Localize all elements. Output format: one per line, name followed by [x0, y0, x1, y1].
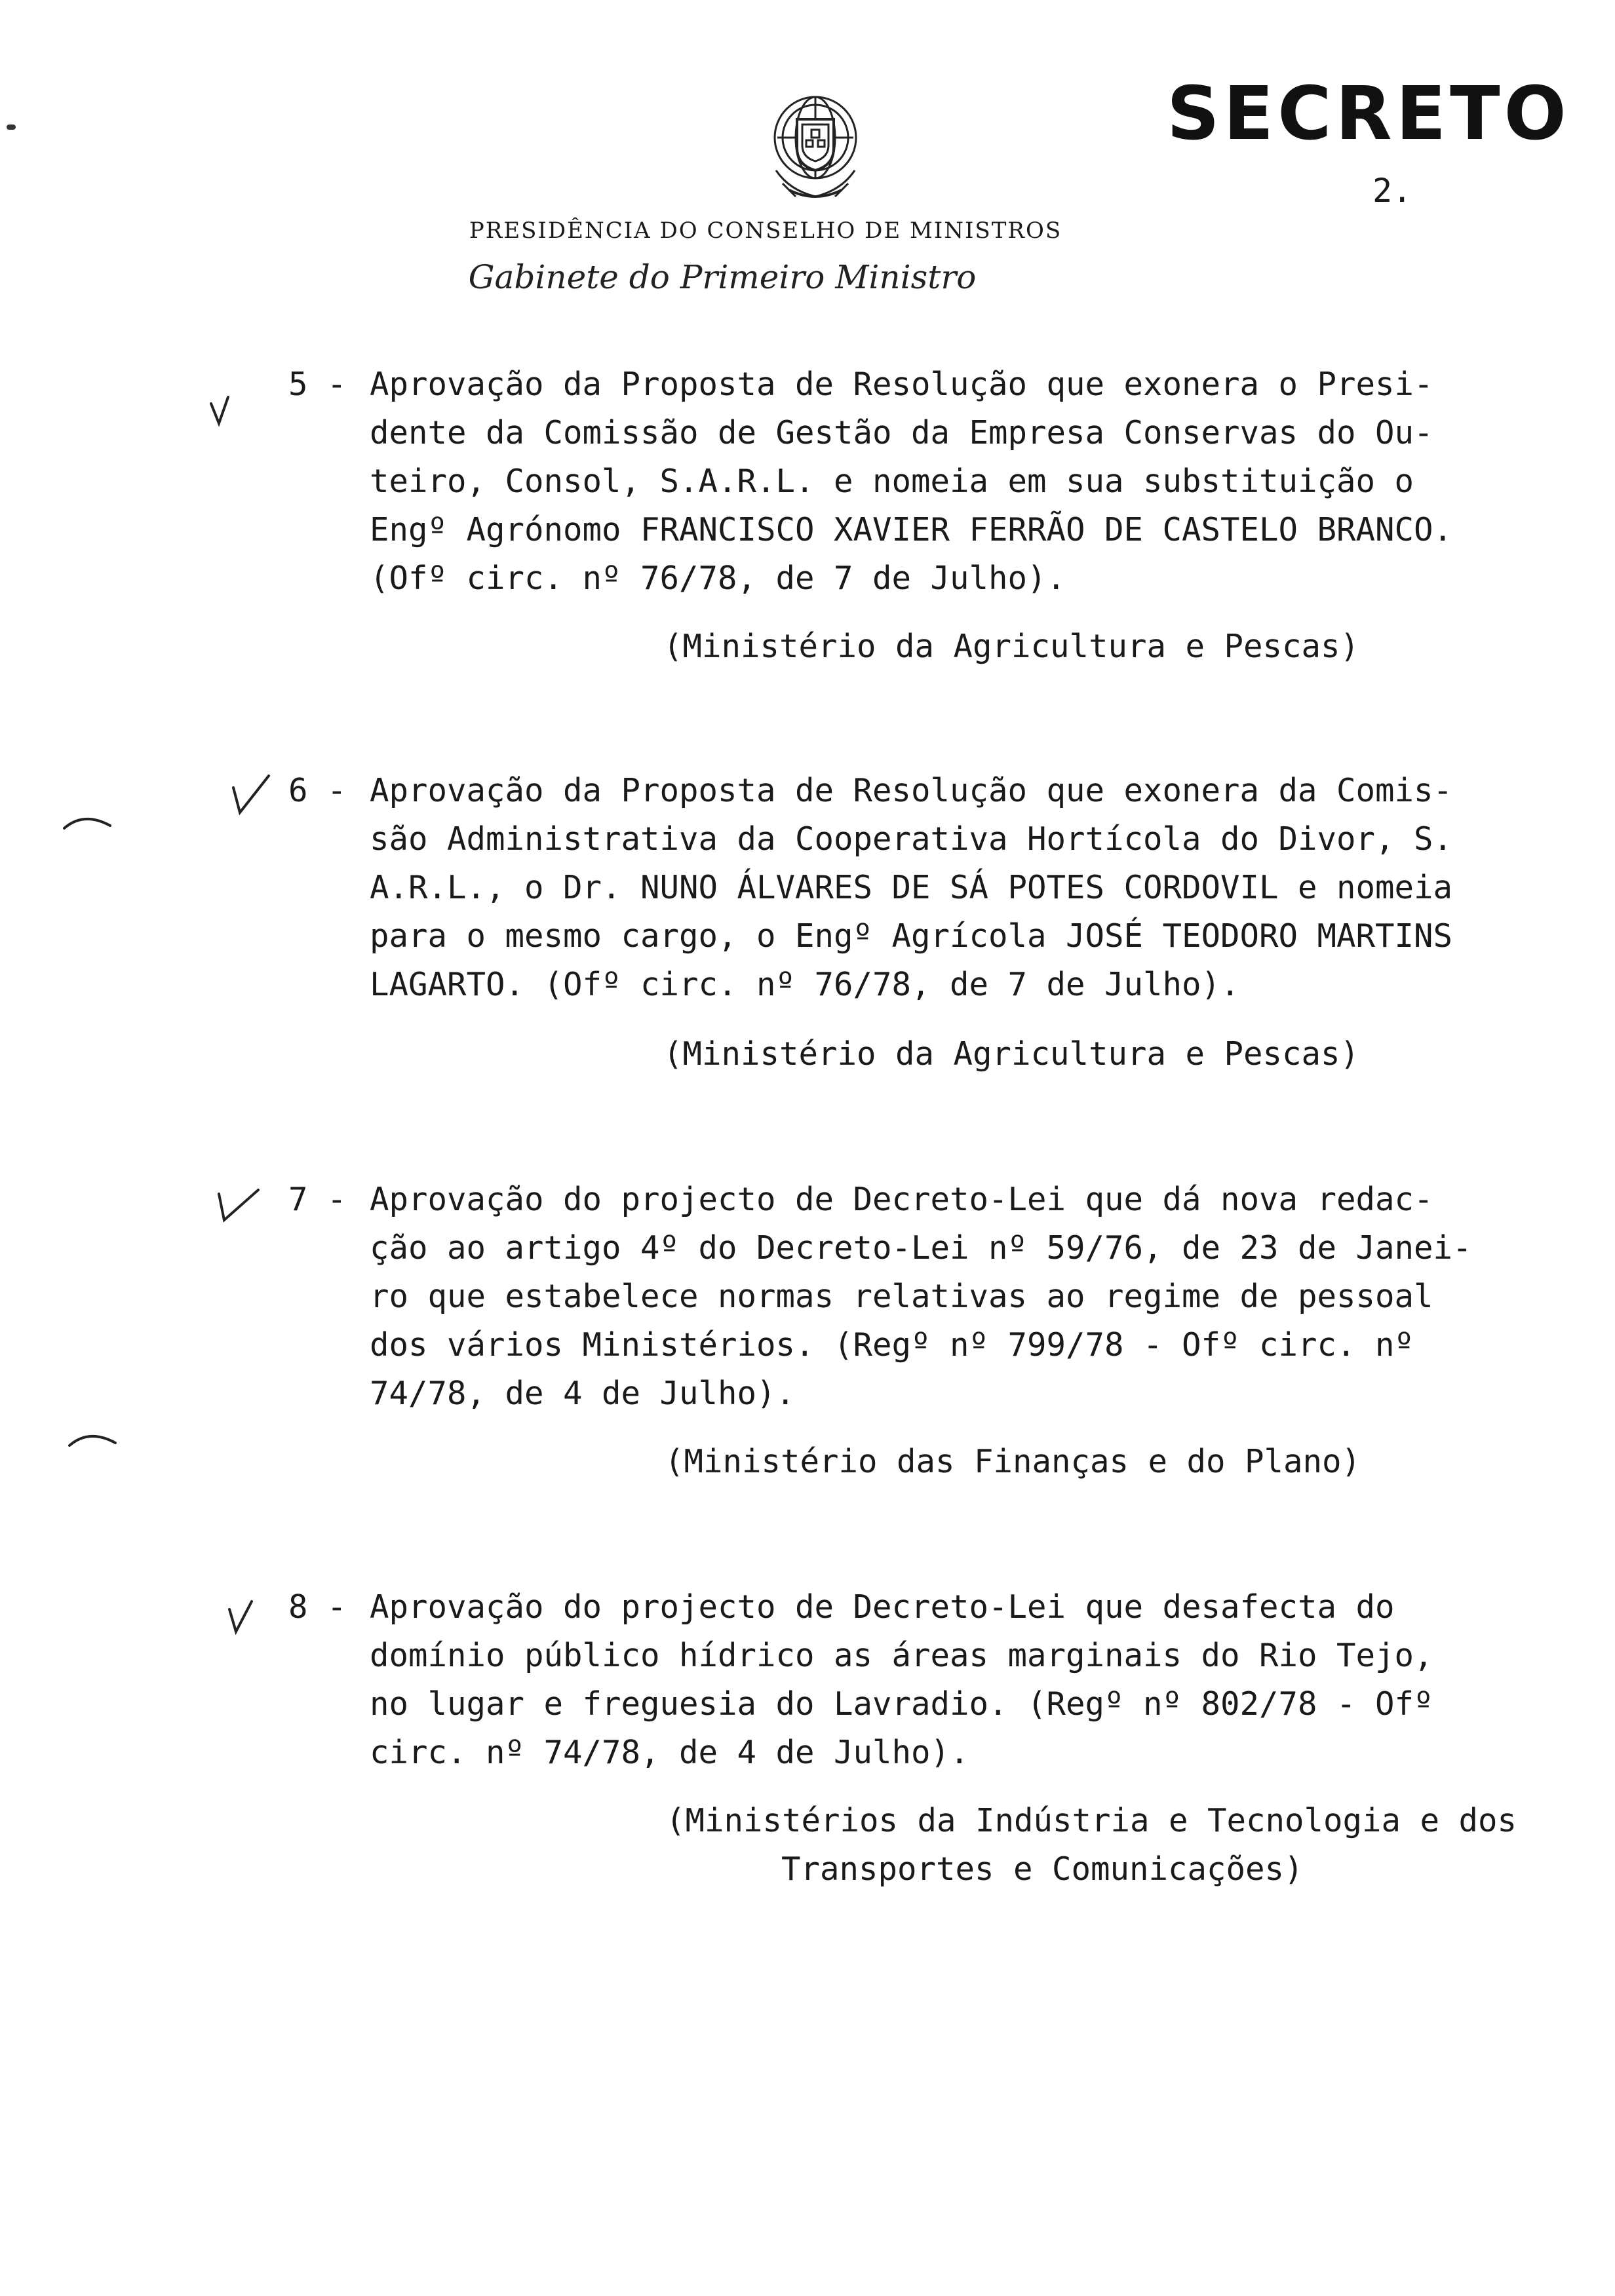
agenda-item-line: circ. nº 74/78, de 4 de Julho).	[370, 1734, 969, 1771]
agenda-item-line: ção ao artigo 4º do Decreto-Lei nº 59/76, de 23 de Janei-	[370, 1229, 1472, 1267]
agenda-item-5	[288, 360, 1547, 603]
cabinet-subheading-text: Gabinete do Primeiro Ministro	[468, 258, 977, 296]
agenda-item-line: dos vários Ministérios. (Regº nº 799/78 - Ofº circ. nº	[370, 1326, 1414, 1364]
classification-stamp: SECRETO	[1167, 71, 1570, 157]
agenda-item-7	[288, 1176, 1547, 1418]
agenda-item-line: domínio público hídrico as áreas marginais do Rio Tejo,	[370, 1637, 1433, 1674]
ministry-attribution: (Ministério das Finanças e do Plano)	[665, 1443, 1361, 1480]
agenda-item-number: 7 -	[288, 1181, 347, 1218]
bracket-mark-icon	[60, 805, 119, 837]
ministry-attribution: (Ministério da Agricultura e Pescas)	[663, 1035, 1360, 1073]
ministry-attribution: (Ministério da Agricultura e Pescas)	[663, 628, 1360, 665]
office-heading	[0, 218, 1615, 244]
agenda-item-line: Aprovação do projecto de Decreto-Lei que desafecta do	[370, 1588, 1395, 1626]
agenda-item-line: 74/78, de 4 de Julho).	[370, 1375, 796, 1412]
bracket-mark-icon	[66, 1422, 125, 1455]
page-number: 2.	[1372, 172, 1412, 210]
check-mark-icon	[208, 1179, 267, 1232]
office-heading-text: PRESIDÊNCIA DO CONSELHO DE MINISTROS	[469, 218, 1062, 244]
agenda-item-8	[288, 1583, 1547, 1777]
agenda-item-line: no lugar e freguesia do Lavradio. (Regº nº 802/78 - Ofº	[370, 1685, 1433, 1723]
check-mark-icon	[202, 384, 261, 436]
ministry-attribution: Transportes e Comunicações)	[781, 1850, 1304, 1888]
agenda-item-number: 5 -	[288, 366, 347, 403]
agenda-item-line: Aprovação da Proposta de Resolução que exonera o Presi-	[370, 366, 1433, 403]
agenda-item-line: ro que estabelece normas relativas ao regime de pessoal	[370, 1278, 1433, 1315]
portugal-coat-of-arms-icon	[763, 85, 868, 210]
agenda-item-line: dente da Comissão de Gestão da Empresa Conservas do Ou-	[370, 414, 1433, 451]
agenda-item-line: LAGARTO. (Ofº circ. nº 76/78, de 7 de Julho).	[370, 966, 1240, 1003]
agenda-item-6	[288, 767, 1547, 1009]
check-mark-icon	[223, 771, 282, 823]
agenda-item-line: Aprovação da Proposta de Resolução que exonera da Comis-	[370, 772, 1453, 809]
check-mark-icon	[219, 1590, 278, 1642]
ministry-attribution: (Ministérios da Indústria e Tecnologia e dos	[666, 1802, 1517, 1839]
agenda-item-line: são Administrativa da Cooperativa Hortícola do Divor, S.	[370, 820, 1453, 858]
agenda-item-line: A.R.L., o Dr. NUNO ÁLVARES DE SÁ POTES CORDOVIL e nomeia	[370, 869, 1453, 906]
cabinet-subheading	[0, 258, 1615, 296]
agenda-item-line: Aprovação do projecto de Decreto-Lei que dá nova redac-	[370, 1181, 1433, 1218]
agenda-item-line: teiro, Consol, S.A.R.L. e nomeia em sua substituição o	[370, 463, 1414, 500]
agenda-item-number: 6 -	[288, 772, 347, 809]
agenda-item-line: Engº Agrónomo FRANCISCO XAVIER FERRÃO DE CASTELO BRANCO.	[370, 511, 1453, 548]
agenda-item-line: (Ofº circ. nº 76/78, de 7 de Julho).	[370, 560, 1066, 597]
agenda-item-line: para o mesmo cargo, o Engº Agrícola JOSÉ TEODORO MARTINS	[370, 917, 1453, 955]
scan-speck	[7, 124, 16, 130]
agenda-item-number: 8 -	[288, 1588, 347, 1626]
